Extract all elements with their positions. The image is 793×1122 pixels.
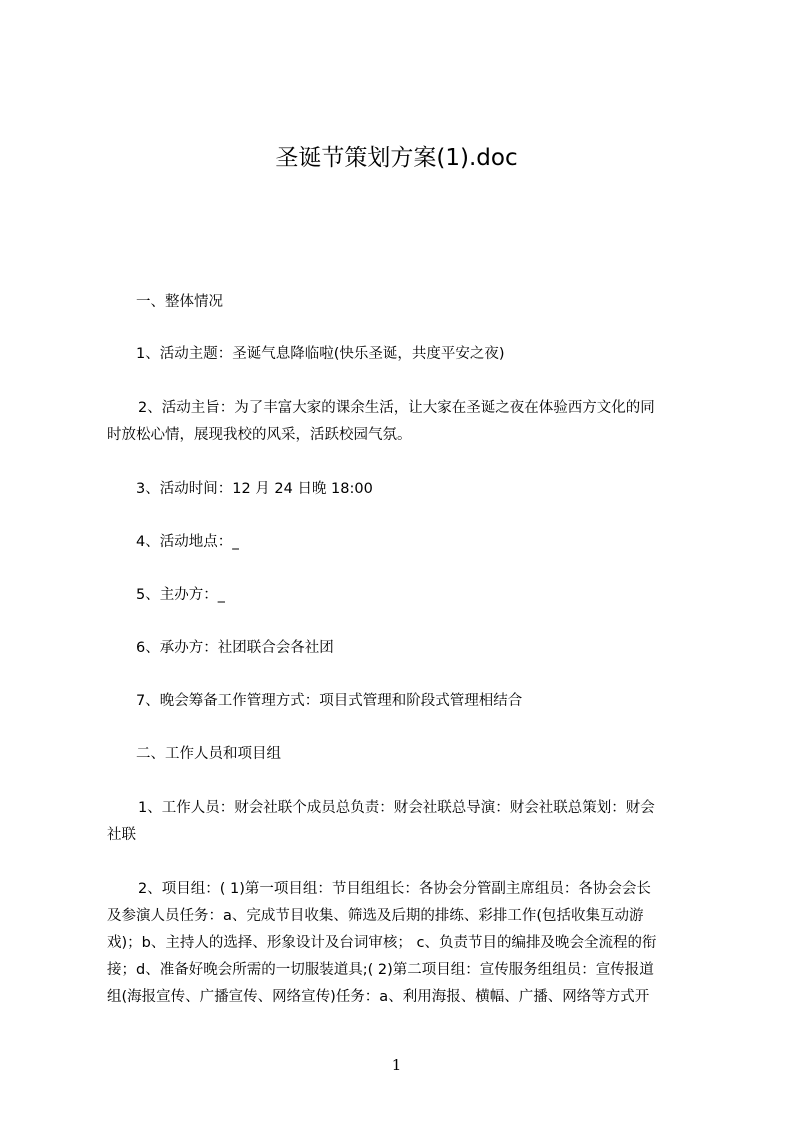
group-line5: 组(海报宣传、广播宣传、网络宣传)任务：a、利用海报、横幅、广播、网络等方式开 bbox=[107, 989, 650, 1005]
item-theme: 1、活动主题：圣诞气息降临啦(快乐圣诞，共度平安之夜) bbox=[136, 346, 505, 362]
item-management-method: 7、晚会筹备工作管理方式：项目式管理和阶段式管理相结合 bbox=[136, 693, 523, 709]
group-line2: 及参演人员任务：a、完成节目收集、筛选及后期的排练、彩排工作(包括收集互动游 bbox=[107, 908, 644, 924]
item-time: 3、活动时间：12 月 24 日晚 18:00 bbox=[136, 481, 373, 497]
group-line3: 戏)；b、主持人的选择、形象设计及台词审核； c、负责节目的编排及晚会全流程的衔 bbox=[107, 935, 657, 951]
item-purpose-line2: 时放松心情，展现我校的风采，活跃校园气氛。 bbox=[107, 427, 412, 443]
group-line1: 2、项目组：( 1)第一项目组：节目组组长：各协会分管副主席组员：各协会会长 bbox=[138, 881, 651, 897]
group-line4: 接；d、准备好晚会所需的一切服装道具;( 2)第二项目组：宣传服务组组员：宣传报道 bbox=[107, 962, 654, 978]
page-number: 1 bbox=[391, 1056, 402, 1074]
item-location: 4、活动地点：_ bbox=[136, 534, 240, 550]
section-heading-overview: 一、整体情况 bbox=[136, 294, 223, 310]
item-organizer: 5、主办方：_ bbox=[136, 587, 225, 603]
document-title: 圣诞节策划方案(1).doc bbox=[275, 145, 518, 171]
staff-line2: 社联 bbox=[107, 827, 136, 843]
item-purpose-line1: 2、活动主旨：为了丰富大家的课余生活，让大家在圣诞之夜在体验西方文化的同 bbox=[138, 400, 655, 416]
section-heading-staff: 二、工作人员和项目组 bbox=[136, 746, 281, 762]
staff-line1: 1、工作人员：财会社联个成员总负责：财会社联总导演：财会社联总策划：财会 bbox=[138, 800, 655, 816]
item-co-organizer: 6、承办方：社团联合会各社团 bbox=[136, 640, 334, 656]
